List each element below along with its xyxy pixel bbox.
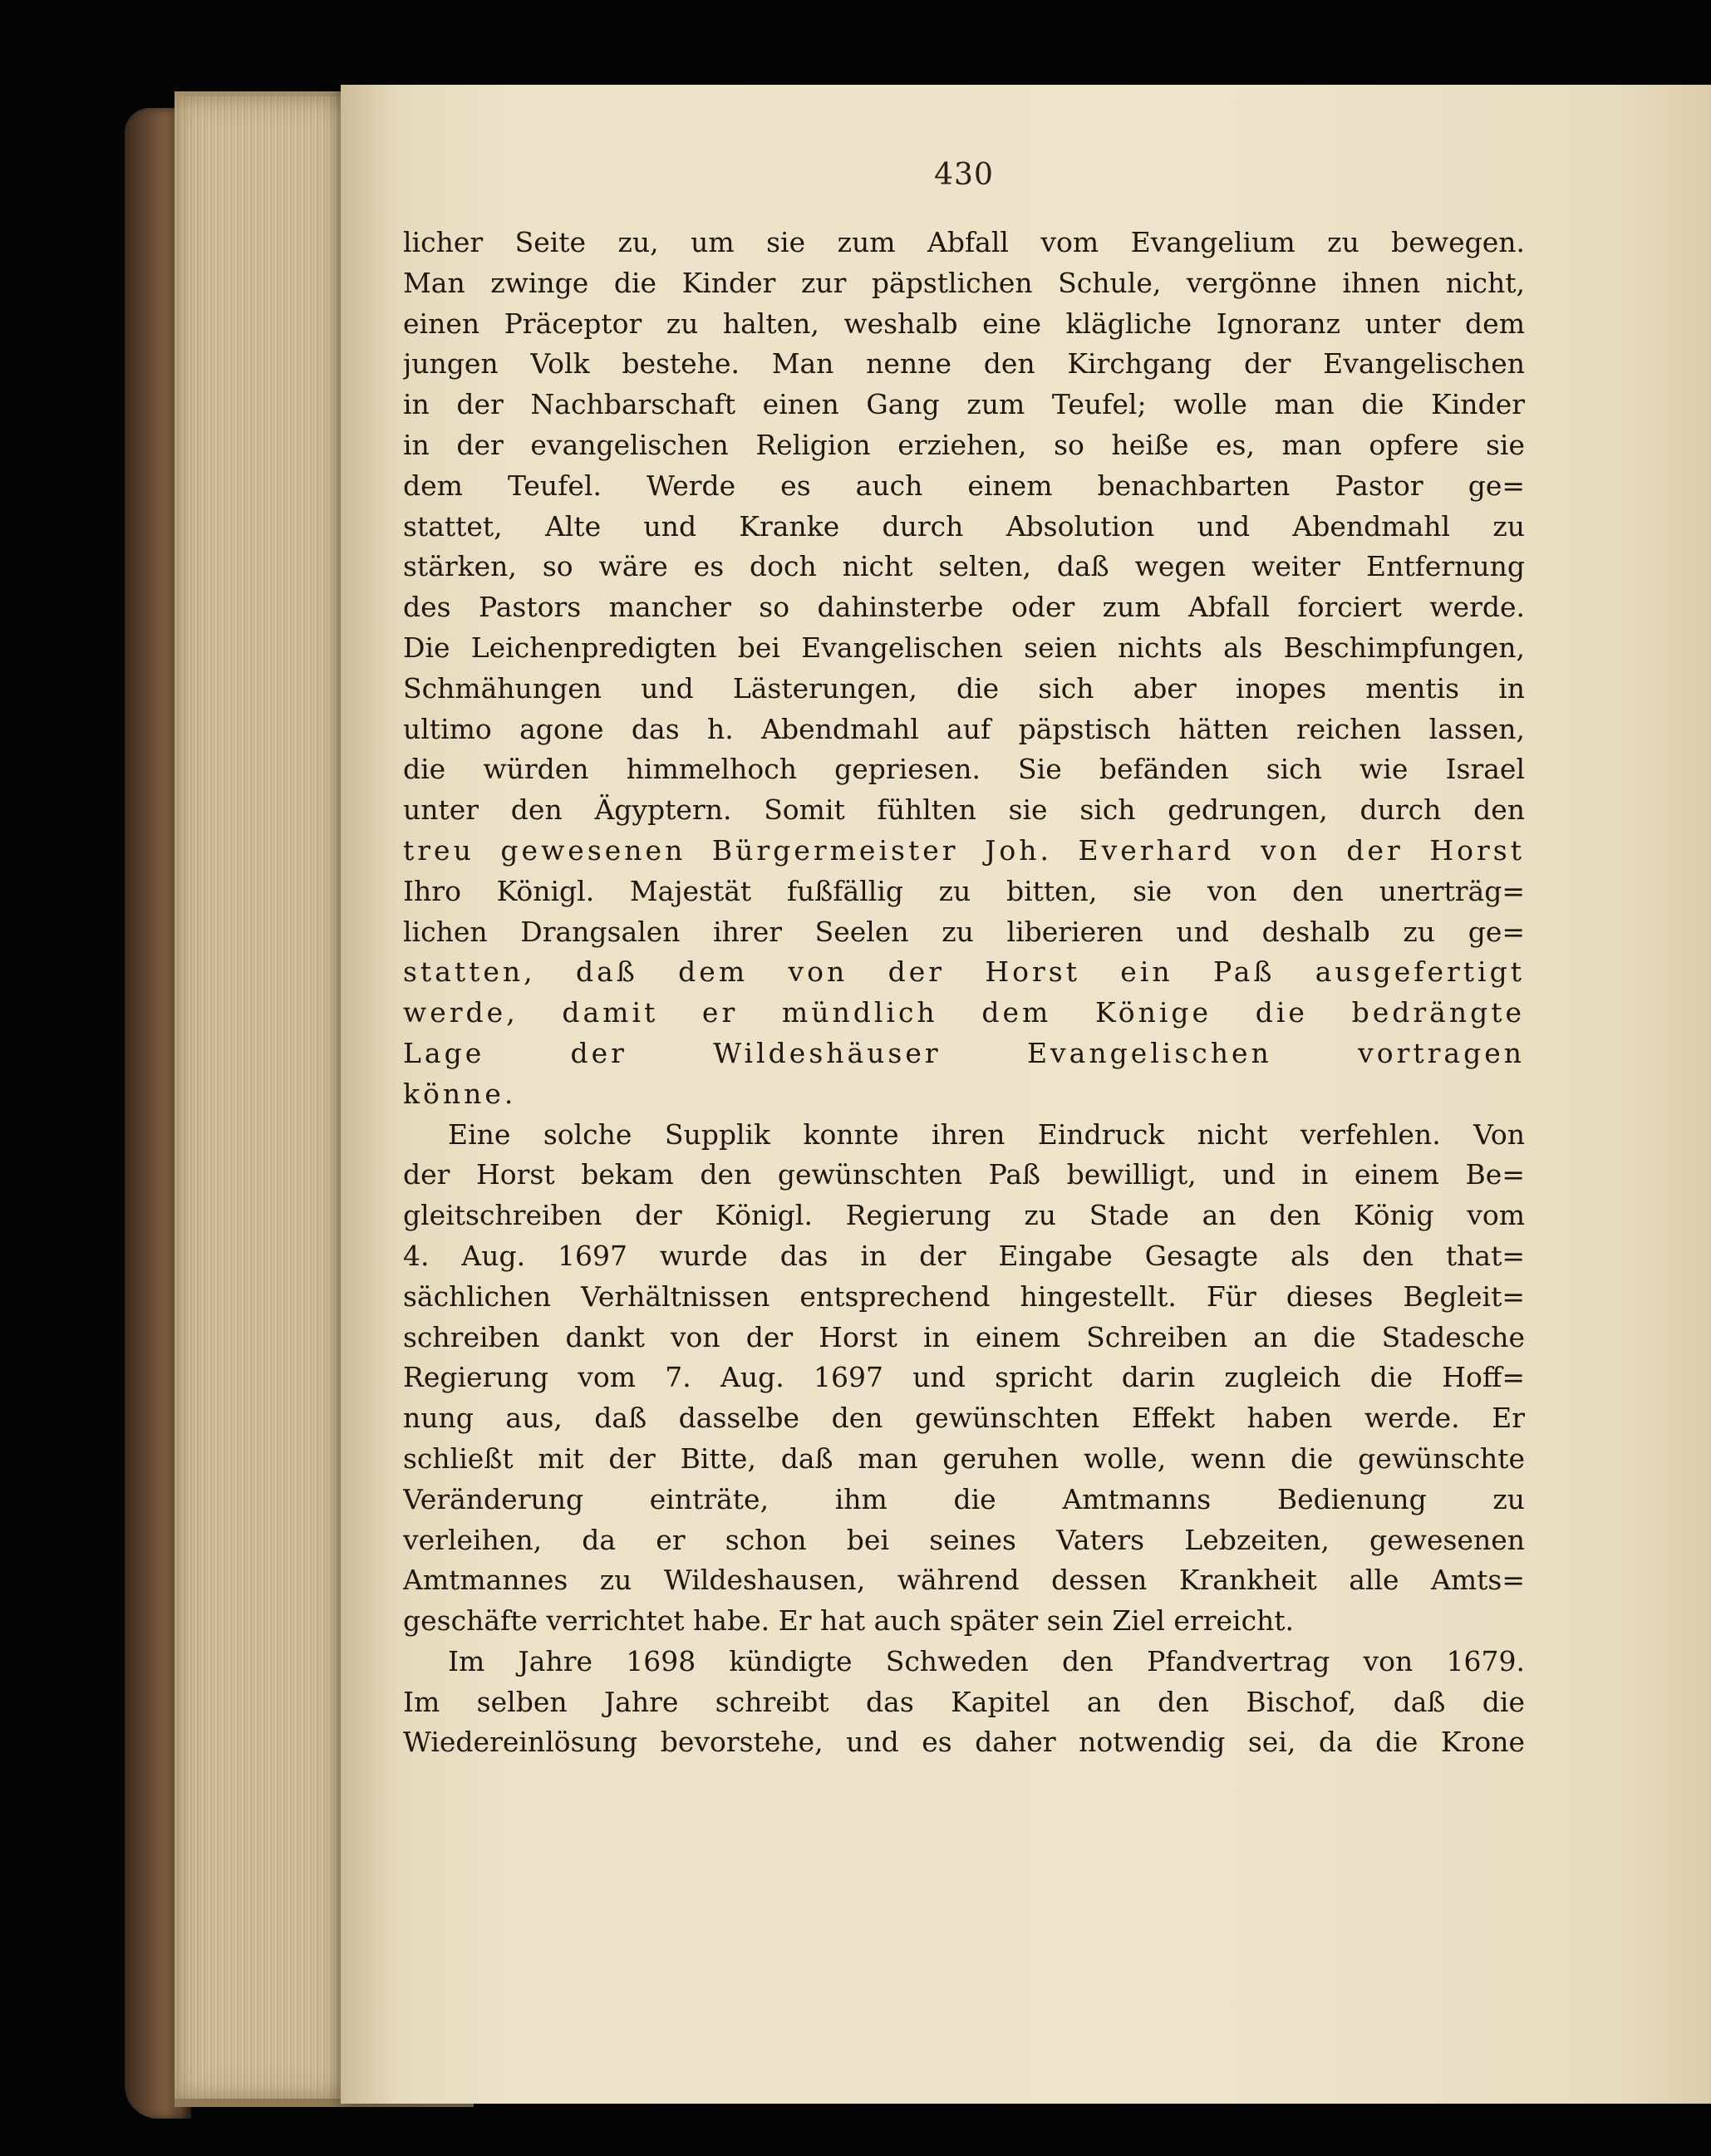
text-line: gleitschreiben der Königl. Regierung zu Stade an den König vom (403, 1199, 1525, 1232)
text-line: verleihen, da er schon bei seines Vaters Lebzeiten, gewesenen (403, 1523, 1525, 1556)
text-line: 4. Aug. 1697 wurde das in der Eingabe Gesagte als den that= (403, 1239, 1525, 1272)
text-line: Man zwinge die Kinder zur päpstlichen Schule, vergönne ihnen nicht, (403, 266, 1525, 299)
text-line: Im Jahre 1698 kündigte Schweden den Pfandvertrag von 1679. (448, 1644, 1525, 1677)
text-line: Wiedereinlösung bevorstehe, und es daher notwendig sei, da die Krone (403, 1726, 1525, 1759)
text-line: Veränderung einträte, ihm die Amtmanns Bedienung zu (403, 1482, 1525, 1515)
text-line: Amtmannes zu Wildeshausen, während dessen Krankheit alle Amts= (403, 1564, 1525, 1597)
page-text (403, 223, 1525, 1763)
text-line: könne. (403, 1077, 517, 1110)
text-line: licher Seite zu, um sie zum Abfall vom Evangelium zu bewegen. (403, 226, 1525, 258)
text-line: Im selben Jahre schreibt das Kapitel an den Bischof, daß die (403, 1685, 1525, 1718)
text-line: schreiben dankt von der Horst in einem Schreiben an die Stadesche (403, 1320, 1525, 1353)
text-line: in der evangelischen Religion erziehen, so heiße es, man opfere sie (403, 428, 1525, 461)
text-line: Regierung vom 7. Aug. 1697 und spricht darin zugleich die Hoff= (403, 1361, 1525, 1394)
text-line: stattet, Alte und Kranke durch Absolution und Abendmahl zu (403, 509, 1525, 543)
page-number: 430 (934, 158, 994, 192)
text-line: werde, damit er mündlich dem Könige die bedrängte (403, 996, 1525, 1029)
text-line: der Horst bekam den gewünschten Paß bewilligt, und in einem Be= (403, 1158, 1525, 1191)
text-line: unter den Ägyptern. Somit fühlten sie sich gedrungen, durch den (403, 793, 1525, 827)
text-line: jungen Volk bestehe. Man nenne den Kirchgang der Evangelischen (403, 347, 1525, 381)
text-line: statten, daß dem von der Horst ein Paß ausgefertigt (403, 955, 1525, 989)
text-line: Eine solche Supplik konnte ihren Eindruck nicht verfehlen. Von (448, 1117, 1525, 1151)
text-line: Ihro Königl. Majestät fußfällig zu bitten, sie von den unerträg= (403, 874, 1525, 907)
text-line: schließt mit der Bitte, daß man geruhen wolle, wenn die gewünschte (403, 1441, 1525, 1475)
text-line: nung aus, daß dasselbe den gewünschten Effekt haben werde. Er (403, 1402, 1525, 1435)
text-line: Die Leichenpredigten bei Evangelischen seien nichts als Beschimpfungen, (403, 631, 1525, 664)
text-line: sächlichen Verhältnissen entsprechend hingestellt. Für dieses Begleit= (403, 1279, 1525, 1313)
text-line: einen Präceptor zu halten, weshalb eine klägliche Ignoranz unter dem (403, 307, 1525, 340)
text-line: in der Nachbarschaft einen Gang zum Teufel; wolle man die Kinder (403, 388, 1525, 421)
text-line: ultimo agone das h. Abendmahl auf päpstisch hätten reichen lassen, (403, 712, 1525, 745)
text-line: geschäfte verrichtet habe. Er hat auch später sein Ziel erreicht. (403, 1604, 1295, 1638)
text-line: dem Teufel. Werde es auch einem benachbarten Pastor ge= (403, 469, 1525, 502)
text-line: treu gewesenen Bürgermeister Joh. Everhard von der Horst (403, 833, 1525, 867)
text-line: stärken, so wäre es doch nicht selten, daß wegen weiter Entfernung (403, 550, 1525, 583)
text-line: Lage der Wildeshäuser Evangelischen vortragen (403, 1036, 1525, 1069)
text-line: die würden himmelhoch gepriesen. Sie befänden sich wie Israel (403, 753, 1525, 786)
text-line: des Pastors mancher so dahinsterbe oder zum Abfall forciert werde. (403, 591, 1525, 624)
text-line: Schmähungen und Lästerungen, die sich aber inopes mentis in (403, 671, 1525, 705)
text-line: lichen Drangsalen ihrer Seelen zu liberieren und deshalb zu ge= (403, 915, 1525, 948)
